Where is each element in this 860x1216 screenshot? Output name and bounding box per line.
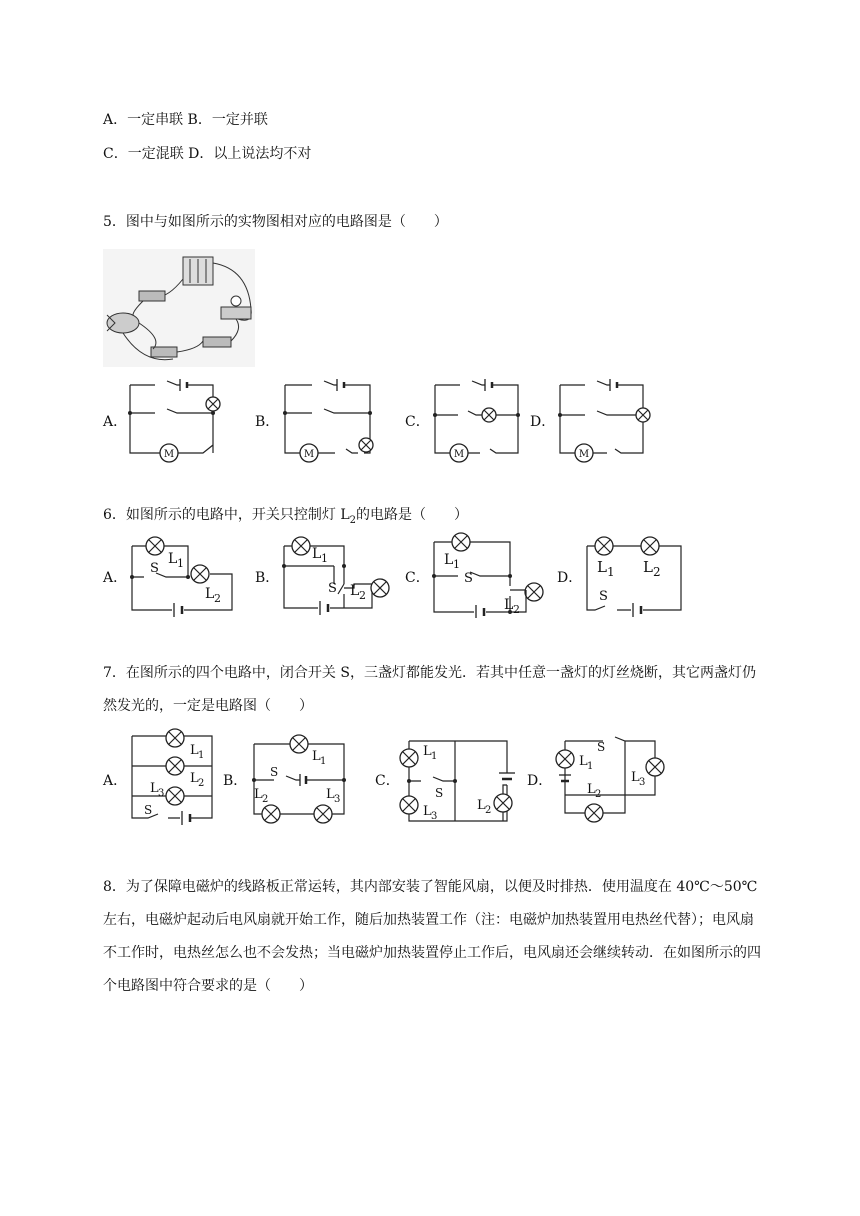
physical-circuit-drawing (103, 249, 255, 367)
svg-text:2: 2 (214, 592, 221, 605)
q6-circuit-d (583, 532, 693, 618)
q5-circuit-b (280, 375, 380, 465)
svg-text:1: 1 (587, 761, 594, 772)
svg-text:L: L (168, 551, 178, 567)
svg-text:2: 2 (653, 565, 661, 579)
q6-circuit-c (430, 530, 550, 618)
q6-stem: 6．如图所示的电路中，开关只控制灯 $L_2$的电路是（ ） (103, 507, 469, 526)
svg-text:L: L (312, 749, 321, 764)
svg-text:1: 1 (177, 557, 184, 570)
svg-text:3: 3 (334, 794, 341, 805)
q5-d-motor-letter: M (578, 449, 590, 460)
svg-text:S: S (435, 786, 444, 800)
q6-option-d-label: D． (557, 570, 583, 586)
svg-text:3: 3 (158, 788, 165, 799)
q7-option-a-label: A． (103, 773, 128, 789)
svg-text:L: L (205, 586, 215, 602)
svg-text:2: 2 (198, 778, 205, 789)
svg-text:1: 1 (453, 558, 460, 571)
svg-text:2: 2 (485, 805, 492, 816)
svg-text:2: 2 (262, 794, 269, 805)
svg-text:L: L (631, 770, 640, 785)
svg-text:1: 1 (320, 756, 327, 767)
svg-text:1: 1 (321, 552, 328, 565)
svg-text:S: S (150, 561, 159, 576)
q7-circuit-c (397, 735, 527, 825)
svg-text:L: L (350, 583, 360, 599)
q5-stem: 5．图中与如图所示的实物图相对应的电路图是（ ） (103, 214, 448, 230)
svg-text:S: S (597, 740, 606, 754)
svg-text:L: L (190, 743, 199, 758)
svg-text:1: 1 (431, 751, 438, 762)
svg-text:L: L (597, 558, 607, 576)
svg-text:S: S (328, 581, 337, 596)
q7-option-b-label: B． (223, 773, 248, 789)
q5-option-a-label: A． (103, 414, 128, 430)
svg-text:S: S (599, 589, 608, 604)
svg-text:L: L (190, 771, 199, 786)
q6-circuit-a (128, 532, 238, 618)
svg-text:L: L (150, 781, 159, 796)
svg-text:L: L (643, 558, 653, 576)
svg-text:L: L (444, 552, 454, 568)
svg-text:L: L (254, 787, 263, 802)
q5-option-d-label: D． (530, 414, 556, 430)
svg-text:S: S (144, 803, 153, 817)
svg-text:L: L (423, 804, 432, 819)
q5-circuit-d (555, 375, 655, 465)
svg-text:3: 3 (639, 777, 646, 788)
q6-circuit-b (280, 532, 395, 618)
q7-stem: 7．在图所示的四个电路中，闭合开关 S，三盏灯都能发光．若其中任意一盏灯的灯丝烧断，其它两盏灯仍然发光的，一定是电路图（ ） (103, 665, 756, 714)
q6-option-c-label: C． (405, 570, 430, 586)
svg-text:L: L (423, 744, 432, 759)
svg-text:3: 3 (431, 811, 438, 822)
q7-circuit-a (128, 730, 218, 828)
q7-circuit-d (555, 735, 670, 825)
q5-c-motor-letter: M (453, 449, 465, 460)
q4-options-line-1: A．一定串联 B．一定并联 (103, 112, 268, 128)
q7-option-c-label: C． (375, 773, 400, 789)
svg-text:S: S (464, 571, 473, 586)
q5-circuit-a (125, 375, 225, 465)
q4-options-line-2: C．一定混联 D．以上说法均不对 (103, 146, 312, 162)
q5-option-b-label: B． (255, 414, 280, 430)
q5-circuit-c (430, 375, 530, 465)
svg-text:2: 2 (513, 603, 520, 616)
svg-text:L: L (326, 787, 335, 802)
q7-option-d-label: D． (527, 773, 553, 789)
q5-b-motor-letter: M (303, 449, 315, 460)
svg-text:2: 2 (359, 589, 366, 602)
q7-circuit-b (250, 730, 350, 828)
svg-text:1: 1 (607, 565, 615, 579)
svg-text:2: 2 (595, 789, 602, 800)
q6-option-b-label: B． (255, 570, 280, 586)
q6-option-a-label: A． (103, 570, 128, 586)
svg-text:L: L (587, 782, 596, 797)
svg-text:1: 1 (198, 750, 205, 761)
q5-option-c-label: C． (405, 414, 430, 430)
svg-text:L: L (579, 754, 588, 769)
svg-text:L: L (312, 546, 322, 562)
svg-text:S: S (270, 765, 279, 779)
svg-text:L: L (504, 597, 514, 613)
q5-a-motor-letter: M (163, 449, 175, 460)
svg-text:L: L (477, 798, 486, 813)
physical-circuit-photo (103, 249, 255, 367)
q8-stem: 8．为了保障电磁炉的线路板正常运转，其内部安装了智能风扇，以便及时排热．使用温度在 40℃～50℃左右，电磁炉起动后电风扇就开始工作，随后加热装置工作（注：电磁炉加热装置用电热丝代替）；电风扇不工作时，电热丝怎么也不会发热；当电磁炉加热装置停止工作后，电风扇还会继续转动．在如图所示的四个电路图中符合要求的是（ ） (103, 879, 761, 994)
